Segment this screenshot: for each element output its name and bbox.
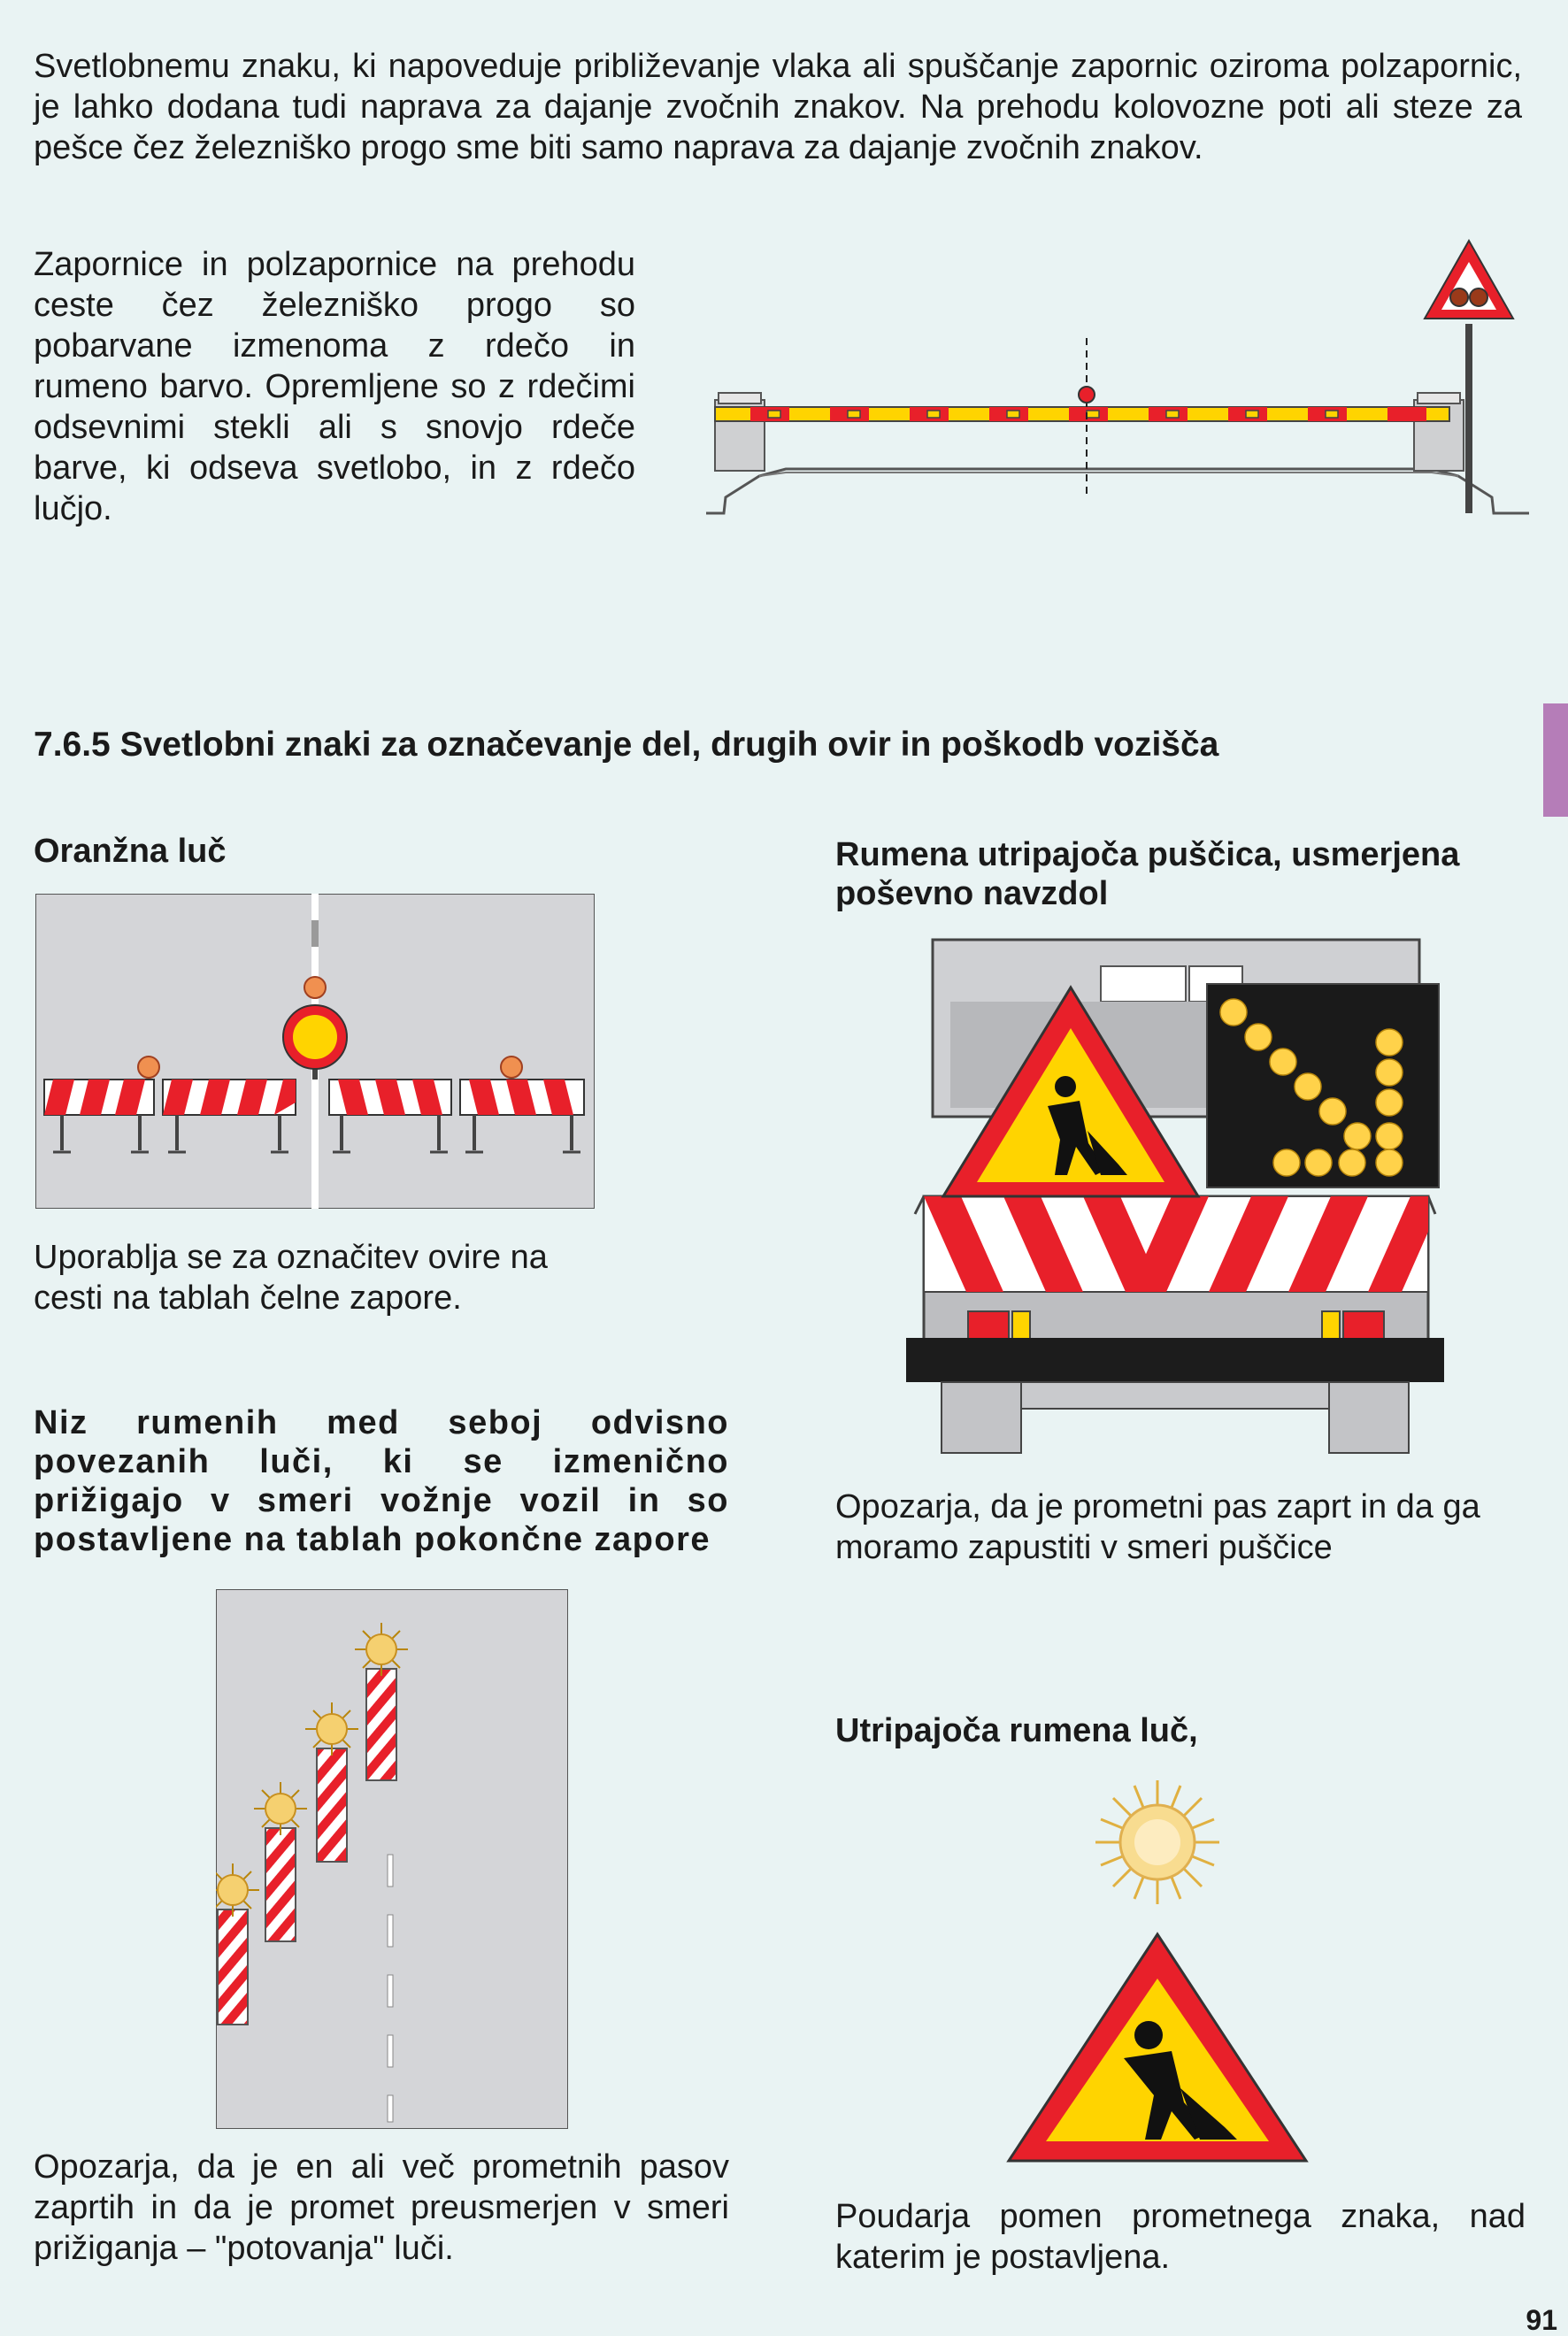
flashing-light-roadworks-sign-icon	[998, 1770, 1317, 2166]
sequential-flashing-posts-icon	[216, 1589, 568, 2129]
orange-light-heading: Oranžna luč	[34, 833, 227, 870]
sequential-lights-heading: Niz rumenih med seboj odvisno povezanih luči, ki se izmenično prižigajo v smeri vožnje vozil in so postavljene na tablah pokončne zapore	[34, 1404, 729, 1558]
chapter-thumb-tab	[1543, 703, 1568, 817]
section-heading: 7.6.5 Svetlobni znaki za označevanje del, drugih ovir in poškodb vozišča	[34, 726, 1219, 764]
sequential-lights-caption: Opozarja, da je en ali več prometnih pasov zaprtih in da je promet preusmerjen v smeri prižiganja – "potovanja" luči.	[34, 2148, 729, 2267]
truck-arrow-board-icon	[906, 931, 1444, 1455]
page-number: 91	[1526, 2304, 1557, 2336]
flashing-light-heading: Utripajoča rumena luč,	[835, 1712, 1198, 1749]
barricade-orange-light-icon	[35, 894, 595, 1209]
arrow-sign-heading: Rumena utripajoča puščica, usmerjena poševno navzdol	[835, 836, 1460, 912]
orange-light-caption: Uporablja se za označitev ovire na cesti na tablah čelne zapore.	[34, 1239, 548, 1317]
flashing-light-caption: Poudarja pomen prometnega znaka, nad katerim je postavljena.	[835, 2198, 1526, 2276]
railway-barrier-icon	[706, 232, 1529, 533]
intro-paragraph: Svetlobnemu znaku, ki napoveduje približevanje vlaka ali spuščanje zapornic oziroma polzapornic, je lahko dodana tudi naprava za dajanje zvočnih znakov. Na prehodu kolovozne poti ali steze za pešce čez železniško progo sme biti samo naprava za dajanje zvočnih znakov.	[34, 48, 1522, 166]
arrow-sign-caption: Opozarja, da je prometni pas zaprt in da ga moramo zapustiti v smeri puščice	[835, 1488, 1480, 1566]
barrier-paragraph: Zapornice in polzapornice na prehodu ceste čez železniško progo so pobarvane izmenoma z rdečo in rumeno barvo. Opremljene so z rdečimi odsevnimi stekli ali s snovjo rdeče barve, ki odseva svetlobo, in z rdečo lučjo.	[34, 246, 635, 527]
